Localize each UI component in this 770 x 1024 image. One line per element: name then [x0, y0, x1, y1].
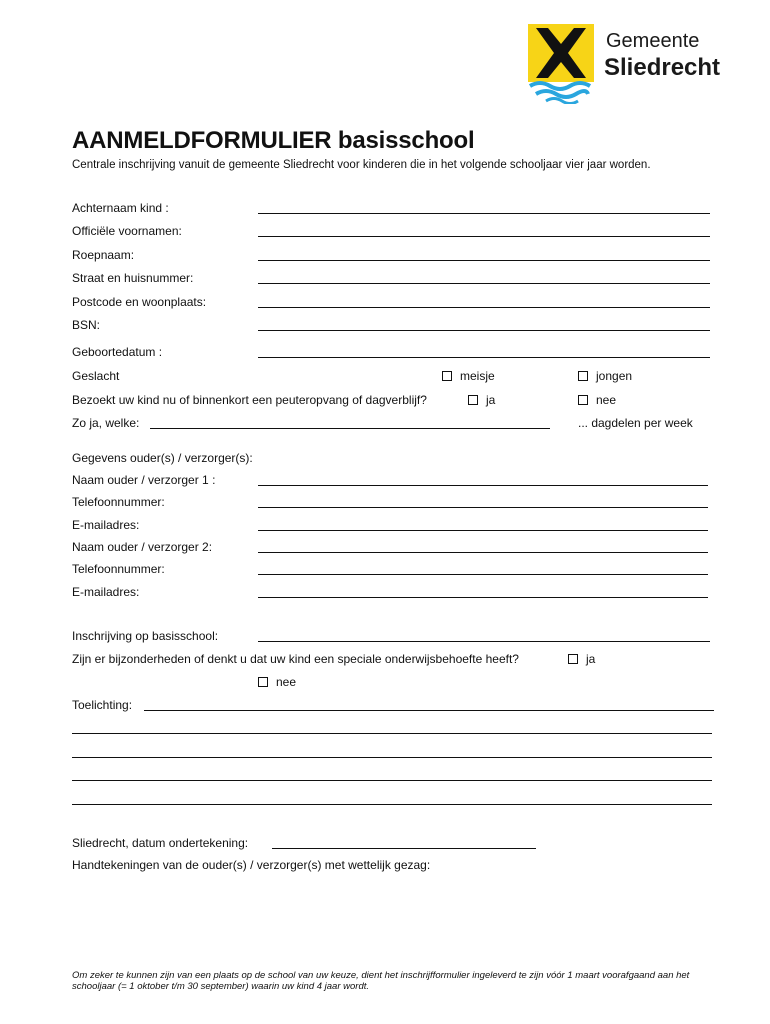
- checkbox-icon: [578, 395, 588, 405]
- field-bsn[interactable]: [258, 330, 710, 331]
- field-roepnaam[interactable]: [258, 260, 710, 261]
- logo-gemeente: Gemeente: [606, 30, 700, 52]
- label-peuteropvang: Bezoekt uw kind nu of binnenkort een peuteropvang of dagverblijf?: [72, 393, 427, 407]
- label-achternaam: Achternaam kind :: [72, 201, 169, 215]
- page-subtitle: Centrale inschrijving vanuit de gemeente Sliedrecht voor kinderen die in het volgende schooljaar vier jaar worden.: [72, 159, 651, 171]
- field-toelichting-line[interactable]: [72, 733, 712, 734]
- checkbox-icon: [258, 677, 268, 687]
- label-postcode: Postcode en woonplaats:: [72, 295, 207, 309]
- municipality-logo: [528, 24, 758, 104]
- checkbox-peuteropvang-nee[interactable]: [578, 393, 616, 407]
- checkbox-icon: [468, 395, 478, 405]
- field-naam2[interactable]: [258, 552, 708, 553]
- label-tel2: Telefoonnummer:: [72, 562, 165, 576]
- label-roepnaam: Roepnaam:: [72, 248, 135, 262]
- label-handtekeningen: Handtekeningen van de ouder(s) / verzorger(s) met wettelijk gezag:: [72, 858, 431, 872]
- logo-sliedrecht: Sliedrecht: [604, 54, 721, 81]
- field-voornamen[interactable]: [258, 236, 710, 237]
- checkbox-nee-label: nee: [276, 675, 297, 689]
- label-toelichting: Toelichting:: [72, 698, 133, 712]
- page-title: AANMELDFORMULIER basisschool: [72, 127, 475, 154]
- checkbox-bijzonderheden-nee[interactable]: [258, 675, 296, 689]
- field-zoja[interactable]: [150, 428, 550, 429]
- field-toelichting-line[interactable]: [72, 780, 712, 781]
- footnote: Om zeker te kunnen zijn van een plaats op de school van uw keuze, dient het inschrijfformulier ingeleverd te zijn vóór 1 maart voorafgaand aan het schooljaar (= 1 oktober t/m 30 september) waarin uw kind 4 jaar wordt.: [72, 970, 690, 992]
- field-toelichting-line[interactable]: [72, 757, 712, 758]
- field-toelichting[interactable]: [144, 710, 714, 711]
- checkbox-meisje-label: meisje: [460, 369, 495, 383]
- sliedrecht-crest-icon: [528, 24, 594, 104]
- label-email2: E-mailadres:: [72, 585, 140, 599]
- label-bsn: BSN:: [72, 318, 101, 332]
- label-zoja: Zo ja, welke:: [72, 416, 140, 430]
- label-naam1: Naam ouder / verzorger 1 :: [72, 473, 216, 487]
- label-straat: Straat en huisnummer:: [72, 271, 194, 285]
- checkbox-nee-label: nee: [596, 393, 617, 407]
- label-geslacht: Geslacht: [72, 369, 120, 383]
- label-inschrijving: Inschrijving op basisschool:: [72, 629, 219, 643]
- label-email1: E-mailadres:: [72, 518, 140, 532]
- checkbox-icon: [568, 654, 578, 664]
- label-dagdelen: ... dagdelen per week: [578, 416, 693, 430]
- field-postcode[interactable]: [258, 307, 710, 308]
- label-geboortedatum: Geboortedatum :: [72, 345, 163, 359]
- label-voornamen: Officiële voornamen:: [72, 224, 182, 238]
- field-datum-ondertekening[interactable]: [272, 848, 536, 849]
- checkbox-icon: [578, 371, 588, 381]
- checkbox-bijzonderheden-ja[interactable]: [568, 652, 595, 666]
- field-naam1[interactable]: [258, 485, 708, 486]
- checkbox-peuteropvang-ja[interactable]: [468, 393, 495, 407]
- field-achternaam[interactable]: [258, 213, 710, 214]
- label-datum-ondertekening: Sliedrecht, datum ondertekening:: [72, 836, 249, 850]
- label-bijzonderheden: Zijn er bijzonderheden of denkt u dat uw kind een speciale onderwijsbehoefte heeft?: [72, 652, 519, 666]
- label-naam2: Naam ouder / verzorger 2:: [72, 540, 213, 554]
- field-toelichting-line[interactable]: [72, 804, 712, 805]
- section-heading-parents: Gegevens ouder(s) / verzorger(s):: [72, 451, 253, 465]
- field-email2[interactable]: [258, 597, 708, 598]
- field-inschrijving[interactable]: [258, 641, 710, 642]
- field-straat[interactable]: [258, 283, 710, 284]
- field-tel1[interactable]: [258, 507, 708, 508]
- field-geboortedatum[interactable]: [258, 357, 710, 358]
- checkbox-ja-label: ja: [586, 652, 596, 666]
- field-tel2[interactable]: [258, 574, 708, 575]
- label-tel1: Telefoonnummer:: [72, 495, 165, 509]
- checkbox-meisje[interactable]: [442, 369, 495, 383]
- field-email1[interactable]: [258, 530, 708, 531]
- checkbox-ja-label: ja: [486, 393, 496, 407]
- checkbox-icon: [442, 371, 452, 381]
- checkbox-jongen-label: jongen: [596, 369, 633, 383]
- checkbox-jongen[interactable]: [578, 369, 632, 383]
